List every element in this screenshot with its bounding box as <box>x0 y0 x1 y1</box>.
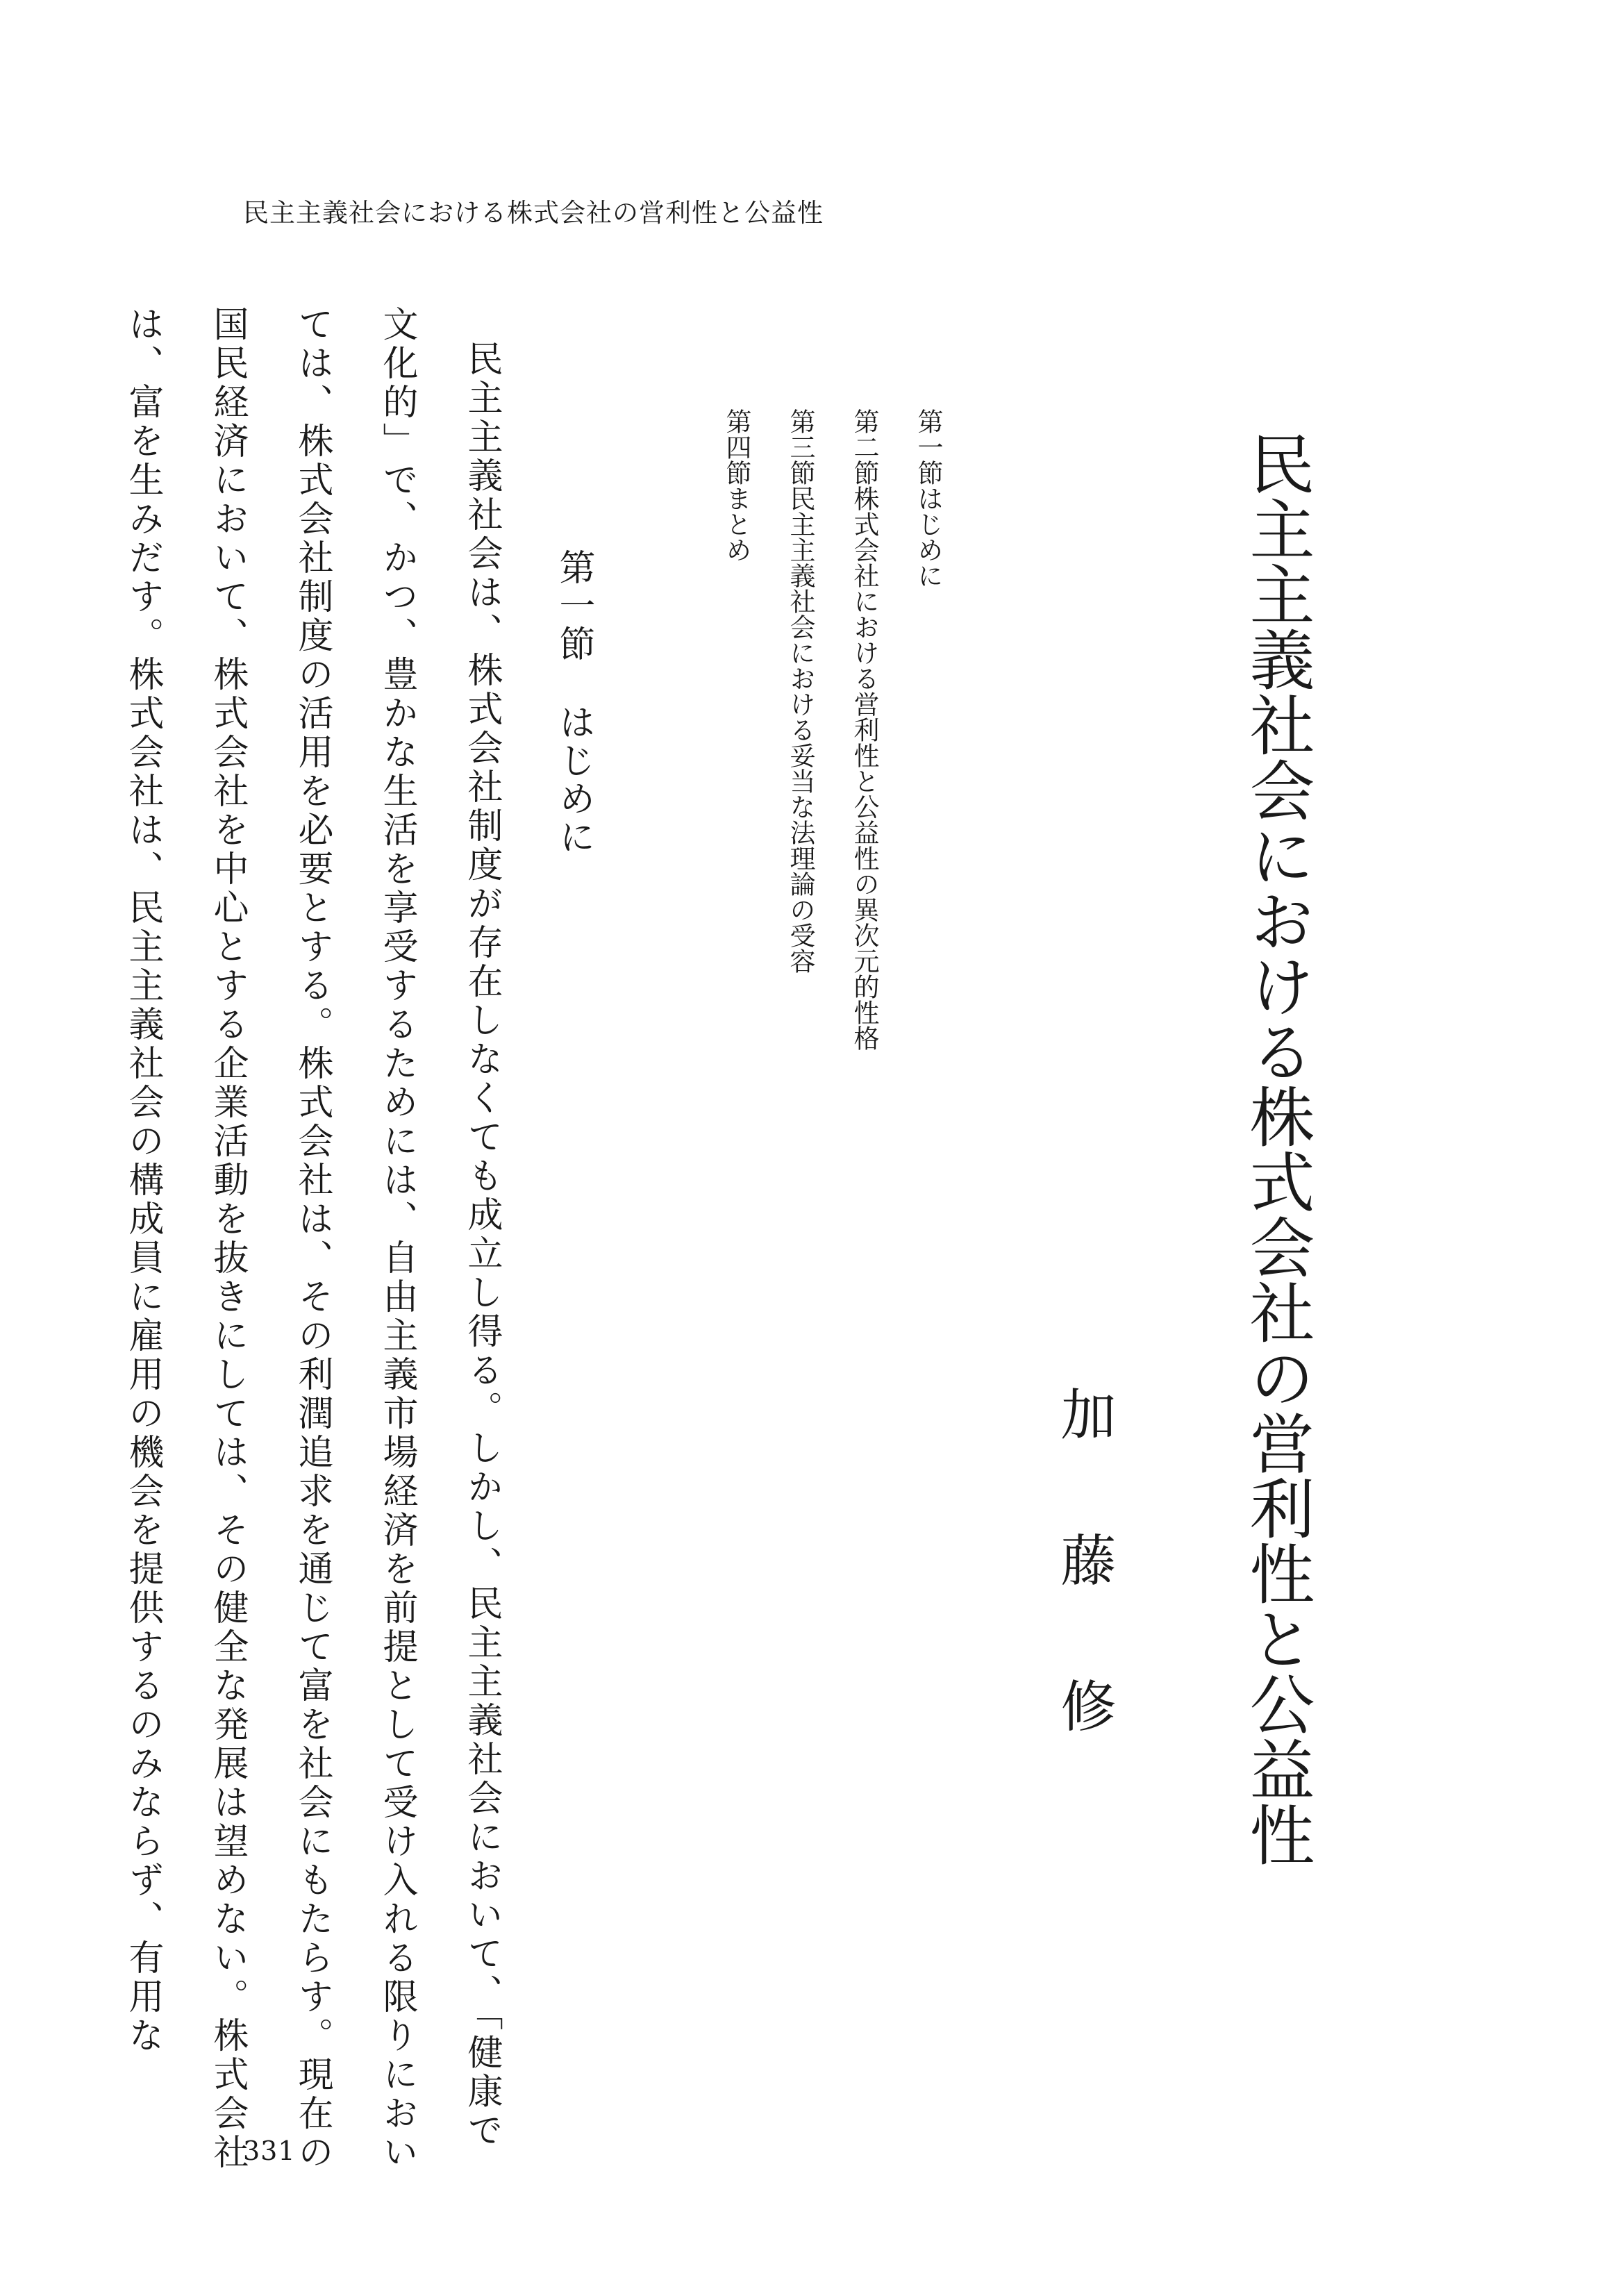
toc-section-number: 第一節 <box>913 408 943 485</box>
toc-item <box>768 408 813 1172</box>
running-head: 民主主義社会における株式会社の営利性と公益性 <box>243 198 824 228</box>
toc-section-heading: はじめに <box>913 485 943 588</box>
toc-section-heading: 民主主義社会における妥当な法理論の受容 <box>785 485 815 974</box>
page-number: 331 <box>243 2136 296 2166</box>
toc-section-number: 第三節 <box>785 408 815 485</box>
toc-item <box>704 408 749 1172</box>
article-title: 民主主義社会における株式会社の営利性と公益性 <box>1238 431 1314 1867</box>
table-of-contents <box>722 408 943 1172</box>
toc-item <box>832 408 877 1172</box>
section-heading-number: 第一節 <box>553 549 594 663</box>
body-paragraph: 民主主義社会は、株式会社制度が存在しなくても成立し得る。しかし、民主主義社会において、「健康で文化的」で、かつ、豊かな生活を享受するためには、自由主義市場経済を前提として受け入れる限りにおいては、株式会社制度の活用を必要とする。株式会社は、その利潤追求を通じて富を社会にもたらす。現在の国民経済において、株式会社を中心とする企業活動を抜きにしては、その健全な発展は望めない。株式会社は、富を生みだす。株式会社は、民主主義社会の構成員に雇用の機会を提供するのみならず、有用な <box>122 306 502 2172</box>
toc-section-heading: まとめ <box>722 485 751 563</box>
toc-item <box>896 408 941 1172</box>
section-heading-title: はじめに <box>553 704 594 856</box>
section-heading <box>553 549 594 856</box>
author-name: 加藤修 <box>1051 1386 1116 1823</box>
toc-section-heading: 株式会社における営利性と公益性の異次元的性格 <box>849 485 879 1051</box>
toc-section-number: 第四節 <box>722 408 751 485</box>
toc-section-number: 第二節 <box>849 408 879 485</box>
